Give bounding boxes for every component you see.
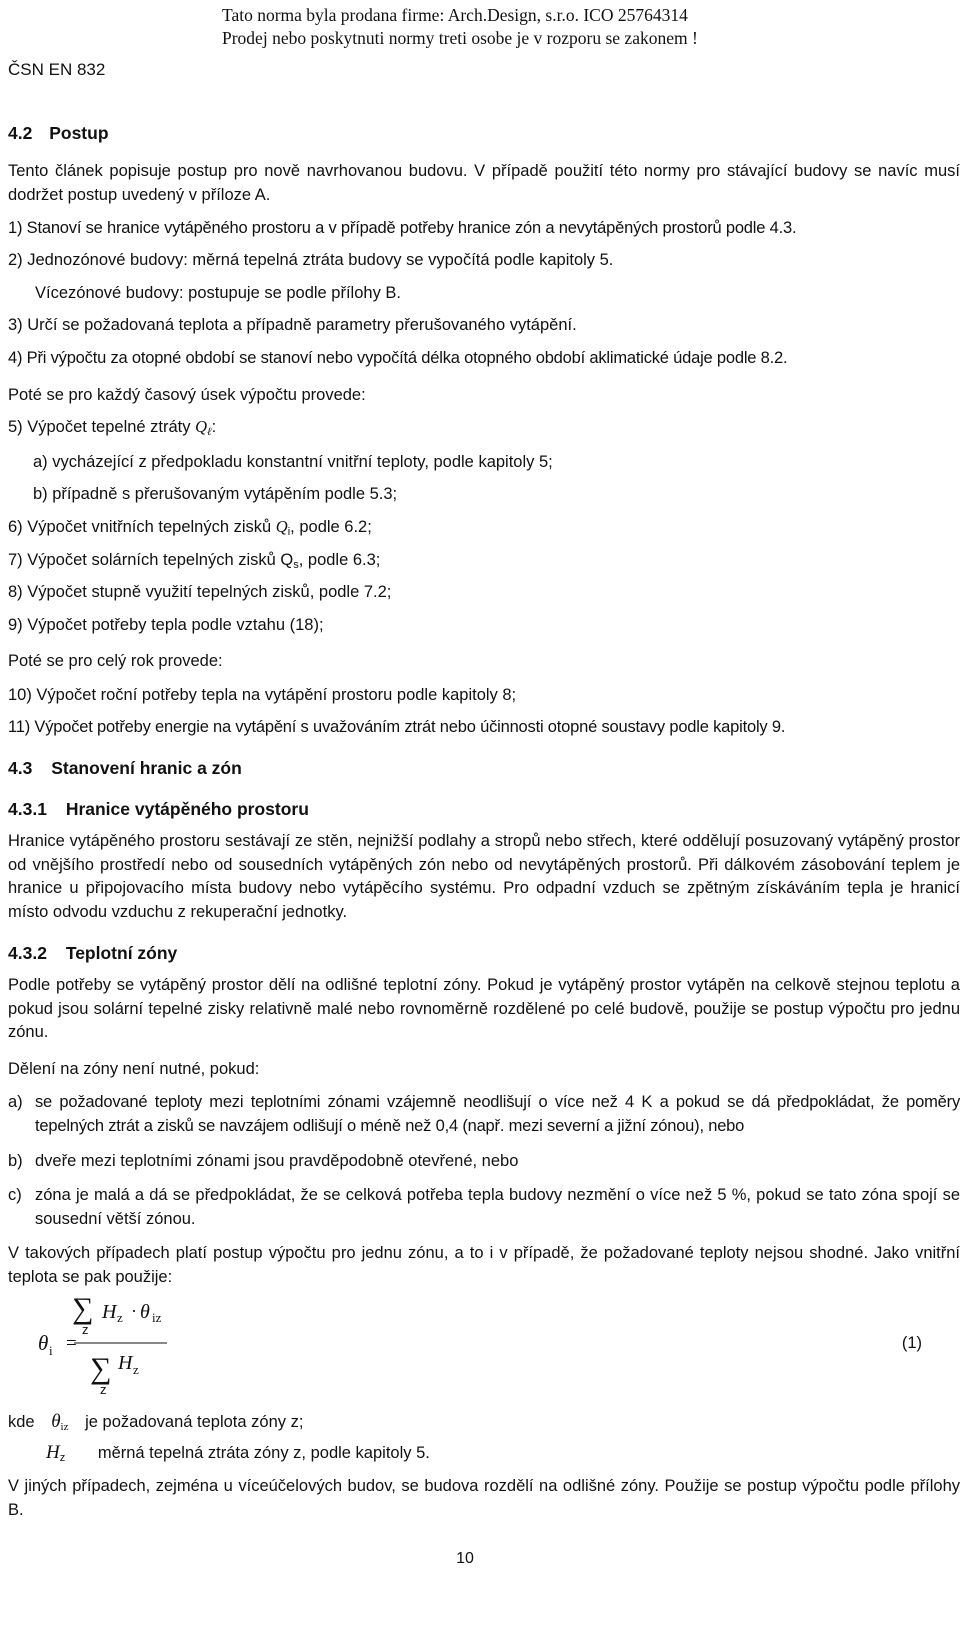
step-5-sub: ℓ <box>207 426 212 438</box>
equation-1 <box>0 1290 960 1400</box>
per-year-intro: Poté se pro celý rok provede: <box>8 652 223 670</box>
heading-4-3-2 <box>8 943 177 964</box>
list-label: b) <box>8 1152 23 1170</box>
step-1: 1) Stanoví se hranice vytápěného prostoru a v případě potřeby hranice zón a nevytápěných prostorů podle 4.3. <box>8 219 797 237</box>
heading-title: Hranice vytápěného prostoru <box>65 799 309 819</box>
step-7-sub: s <box>293 559 299 571</box>
where-label: kde <box>8 1413 35 1431</box>
step-7-ref: , podle 6.3; <box>298 551 381 569</box>
where-H-symbol: H <box>46 1442 60 1463</box>
theta-top-sub: iz <box>152 1310 162 1325</box>
step-10: 10) Výpočet roční potřeby tepla na vytápění prostoru podle kapitoly 8; <box>8 686 517 704</box>
closing-paragraph: V jiných případech, zejména u víceúčelových budov, se budova rozdělí na odlišné zóny. Použije se postup výpočtu podle přílohy B. <box>8 1477 960 1519</box>
list-text: se požadované teploty mezi teplotními zónami vzájemně neodlišují o více než 4 K a pokud se dá předpokládat, že poměry tepelných ztrát a zisků se navzájem odlišují o méně než 0,4 (např. mezi severní a jižní zónou), nebo <box>35 1093 960 1135</box>
heading-4-3-1 <box>8 799 309 820</box>
step-5-symbol: Q <box>195 417 208 436</box>
step-5 <box>8 416 216 443</box>
theta-top: θ <box>140 1301 150 1323</box>
page-number: 10 <box>456 1550 474 1567</box>
list-label: c) <box>8 1186 22 1204</box>
where-H-sub: z <box>59 1452 66 1464</box>
list-item-a <box>8 1090 960 1138</box>
step-7 <box>8 549 380 576</box>
step-11: 11) Výpočet potřeby energie na vytápění s uvažováním ztrát nebo účinnosti otopné soustavy podle kapitoly 9. <box>8 718 786 736</box>
sum-top: ∑ <box>72 1292 94 1325</box>
boundary-paragraph: Hranice vytápěného prostoru sestávají ze stěn, nejnižší podlahy a stropů nebo střech, které oddělují posuzovaný vytápěný prostor od vnějšího prostředí nebo od sousedních vytápěných zón nebo od nevytápěných prostorů. Při dálkovém zásobování teplem je hranice u připojovacího místa budovy nebo vytápěcího systému. Pro odpadní vzduch se zpětným získáváním tepla je hranicí místo odvodu vzduchu z rekuperační jednotky. <box>8 832 960 921</box>
step-9: 9) Výpočet potřeby tepla podle vztahu (18); <box>8 616 324 634</box>
where-theta-desc: je požadovaná teplota zóny z; <box>85 1413 304 1431</box>
where-H-desc: měrná tepelná ztráta zóny z, podle kapitoly 5. <box>97 1444 430 1462</box>
theta-sub-i: i <box>49 1343 53 1358</box>
intro-paragraph: Tento článek popisuje postup pro nově navrhovanou budovu. V případě použití této normy pro stávající budovy se navíc musí dodržet postup uvedený v příloze A. <box>8 162 960 204</box>
heading-number: 4.3.2 <box>8 943 47 963</box>
list-text: dveře mezi teplotními zónami jsou pravděpodobně otevřené, nebo <box>35 1152 519 1170</box>
step-4: 4) Při výpočtu za otopné období se stanoví nebo vypočítá délka otopného období aklimatické údaje podle 8.2. <box>8 349 788 367</box>
per-step-intro: Poté se pro každý časový úsek výpočtu provede: <box>8 386 366 404</box>
step-5-colon: : <box>211 418 217 436</box>
sum-bottom-index: z <box>100 1382 107 1397</box>
zones-paragraph: Podle potřeby se vytápěný prostor dělí na odlišné teplotní zóny. Pokud je vytápěný prostor vytápěn na celkově stejnou teplotu a pokud jsou solární tepelné zisky relativně malé nebo rovnoměrně rozdělené po celé budově, použije se postup výpočtu pro jednu zónu. <box>8 976 960 1041</box>
heading-title: Stanovení hranic a zón <box>51 758 242 778</box>
watermark-line-1: Tato norma byla prodana firme: Arch.Design, s.r.o. ICO 25764314 <box>222 5 688 25</box>
equation-number: (1) <box>901 1334 922 1352</box>
step-6-text: 6) Výpočet vnitřních tepelných zisků <box>8 518 276 536</box>
H-top: H <box>102 1301 117 1323</box>
watermark <box>222 4 698 50</box>
theta-symbol: θ <box>38 1331 49 1355</box>
step-6 <box>8 516 372 543</box>
heading-number: 4.2 <box>8 123 33 143</box>
step-5a: a) vycházející z předpokladu konstantní vnitřní teploty, podle kapitoly 5; <box>33 453 553 471</box>
H-bottom: H <box>118 1352 133 1374</box>
step-7-text: 7) Výpočet solárních tepelných zisků Q <box>8 551 294 569</box>
step-3: 3) Určí se požadovaná teplota a případně parametry přerušovaného vytápění. <box>8 316 577 334</box>
watermark-line-2: Prodej nebo poskytnuti normy treti osobe je v rozporu se zakonem ! <box>222 28 698 48</box>
list-item-c <box>8 1183 960 1231</box>
step-5-text: 5) Výpočet tepelné ztráty <box>8 418 196 436</box>
where-theta-sub: iz <box>60 1421 69 1433</box>
heading-4-3 <box>8 758 242 779</box>
step-6-symbol: Q <box>275 517 288 536</box>
standard-id: ČSN EN 832 <box>8 60 106 79</box>
heading-title: Postup <box>49 123 109 143</box>
heading-number: 4.3 <box>8 758 33 778</box>
heading-title: Teplotní zóny <box>65 943 178 963</box>
step-2: 2) Jednozónové budovy: měrná tepelná ztráta budovy se vypočítá podle kapitoly 5. <box>8 251 614 269</box>
where-theta <box>8 1411 303 1438</box>
sum-top-index: z <box>82 1322 89 1337</box>
multiply-dot: · <box>131 1301 137 1321</box>
list-item-b <box>8 1149 960 1173</box>
step-2-multizone: Vícezónové budovy: postupuje se podle přílohy B. <box>35 284 401 302</box>
single-zone-paragraph: V takových případech platí postup výpočtu pro jednu zónu, a to i v případě, že požadované teploty nejsou shodné. Jako vnitřní teplota se pak použije: <box>8 1244 960 1286</box>
H-top-sub: z <box>117 1310 123 1325</box>
sum-bottom: ∑ <box>90 1352 112 1385</box>
step-6-ref: , podle 6.2; <box>290 518 372 536</box>
step-5b: b) případně s přerušovaným vytápěním podle 5.3; <box>33 485 398 503</box>
division-intro: Dělení na zóny není nutné, pokud: <box>8 1060 260 1078</box>
list-text: zóna je malá a dá se předpokládat, že se celková potřeba tepla budovy nezmění o více než 5 %, pokud se tato zóna spojí se sousední větší zónou. <box>35 1186 960 1228</box>
H-bottom-sub: z <box>133 1362 139 1377</box>
where-H <box>46 1442 430 1469</box>
step-6-sub: i <box>287 526 291 538</box>
step-8: 8) Výpočet stupně využití tepelných zisků, podle 7.2; <box>8 583 392 601</box>
heading-4-2 <box>8 123 109 144</box>
equals-sign: = <box>66 1333 77 1354</box>
list-label: a) <box>8 1093 23 1111</box>
where-theta-symbol: θ <box>51 1411 61 1432</box>
heading-number: 4.3.1 <box>8 799 47 819</box>
